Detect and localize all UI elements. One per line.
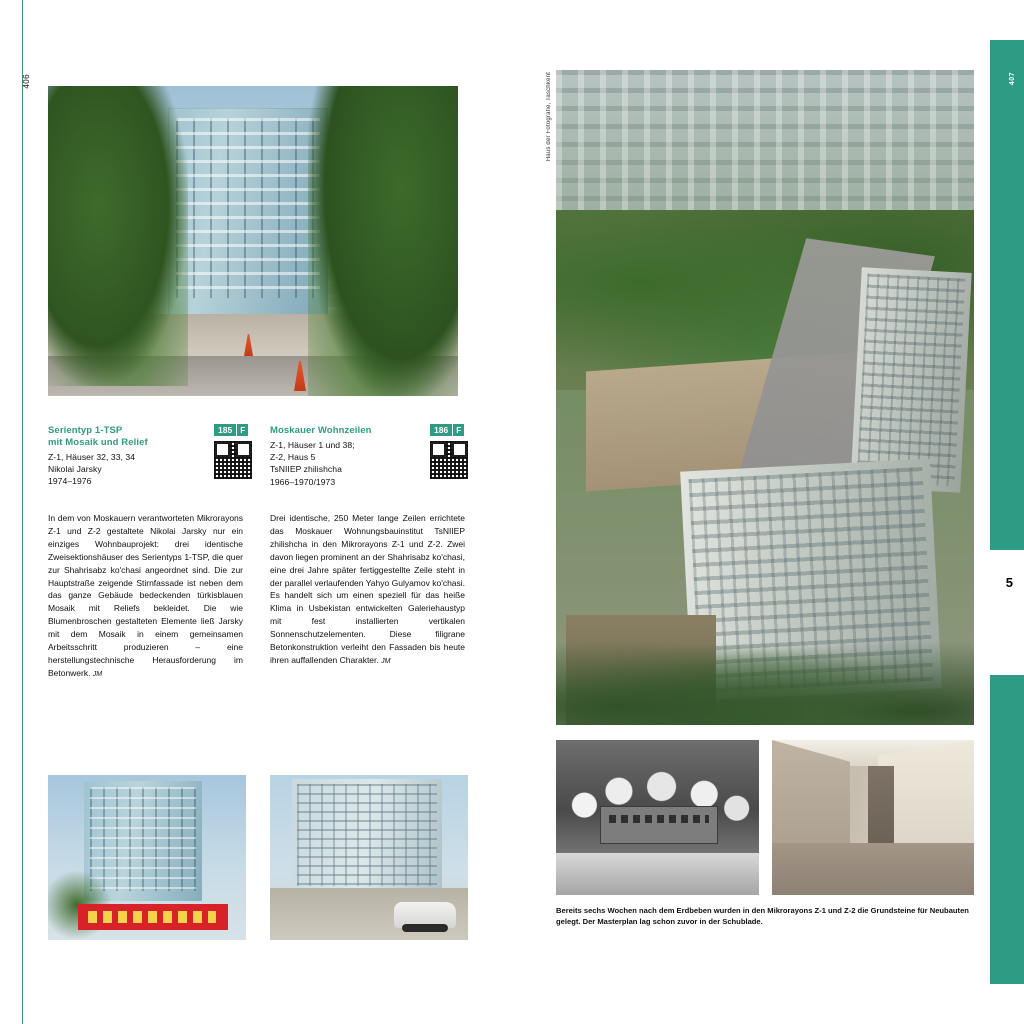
entry-185-qr-code[interactable] bbox=[214, 441, 252, 479]
entry-186-title-line1: Moskauer Wohnzeilen bbox=[270, 425, 372, 436]
entry-186-body-text bbox=[270, 512, 465, 668]
photo-red-shop-sign bbox=[78, 904, 228, 930]
entry-185-body-text bbox=[48, 512, 243, 681]
photo-foreground-trees bbox=[556, 635, 974, 725]
entry-185-badge-letter: F bbox=[236, 424, 248, 436]
photo-parked-car bbox=[394, 902, 456, 928]
entry-185-meta bbox=[48, 451, 208, 488]
photo-tree-left bbox=[48, 86, 188, 386]
entry-186-meta-line4: 1966–1970/1973 bbox=[270, 476, 336, 487]
entry-185-badge-number: 185 bbox=[214, 424, 236, 436]
entry-185-author-initials: JM bbox=[92, 670, 103, 678]
entry-186-meta-line3: TsNIIEP zhilishcha bbox=[270, 464, 342, 475]
photo-gallery-corridor bbox=[772, 740, 974, 895]
tab-page-number-top: 407 bbox=[1009, 72, 1016, 86]
page-spine-rule bbox=[22, 0, 23, 1024]
photo-historic-construction-crowd bbox=[556, 740, 759, 895]
photo-foreground-table bbox=[556, 853, 759, 895]
photo-tree-right bbox=[308, 86, 458, 396]
entry-185-meta-line2: Nikolai Jarsky bbox=[48, 464, 102, 475]
photo-credit-vertical: Haus der Fotografie, Taschkent bbox=[546, 72, 552, 162]
photo-building-side-with-car bbox=[270, 775, 468, 940]
photo-banner bbox=[600, 806, 718, 844]
entry-186-author-initials: JM bbox=[381, 657, 391, 665]
entry-186-badge bbox=[430, 424, 464, 436]
entry-186-meta bbox=[270, 439, 430, 488]
entry-185-badge bbox=[214, 424, 248, 436]
photo-door bbox=[868, 766, 894, 850]
section-tab-column[interactable] bbox=[990, 40, 1024, 984]
entry-186-badge-number: 186 bbox=[430, 424, 452, 436]
entry-186-badge-letter: F bbox=[452, 424, 464, 436]
entry-185-body-copy: In dem von Moskauern verantworteten Mikrorayons Z-1 und Z-2 gestaltete Nikolai Jarsky nur ein einziges Wohnbauprojekt: drei identische Zweisektionshäuser des Serientyps 1-TSP, die quer zur Shahrisabz ko'chasi angeordnet sind. Die zur Hauptstraße zeigende Stirnfassade ist neben dem das ganze Gebäude bedeckenden türkisblauen Mosaik mit Reliefs bekleidet. Die wie Blumenbroschen gestalteten Elemente ließ Jarsky mit dem Mosaik in einem gemeinsamen Arbeitsschritt produzieren – eine herstellungstechnische Herausforderung im Betonwerk. bbox=[48, 513, 243, 678]
photo-floor bbox=[772, 843, 974, 895]
entry-186-meta-line2: Z-2, Haus 5 bbox=[270, 452, 316, 463]
entry-186-qr-code[interactable] bbox=[430, 441, 468, 479]
tab-section-number: 5 bbox=[1005, 575, 1013, 590]
photo-building-facade-mosaic bbox=[48, 775, 246, 940]
photo-serientyp-1tsp-building bbox=[48, 86, 458, 396]
entry-185-title bbox=[48, 425, 198, 449]
entry-185-title-line1: Serientyp 1-TSP bbox=[48, 425, 123, 436]
photo-aerial-mikrorayon bbox=[556, 70, 974, 725]
entry-186-meta-line1: Z-1, Häuser 1 und 38; bbox=[270, 440, 355, 450]
entry-185-title-line2: mit Mosaik und Relief bbox=[48, 436, 148, 448]
figure-caption: Bereits sechs Wochen nach dem Erdbeben wurden in den Mikrorayons Z-1 und Z-2 die Grundsteine für Neubauten gelegt. Der Masterplan lag schon zuvor in der Schublade. bbox=[556, 906, 969, 926]
photo-building-mass bbox=[292, 779, 442, 891]
entry-185-meta-line1: Z-1, Häuser 32, 33, 34 bbox=[48, 452, 136, 462]
entry-186-title bbox=[270, 425, 420, 437]
photo-city-skyline bbox=[556, 70, 974, 220]
folio-left: 406 bbox=[22, 74, 31, 89]
tab-gap bbox=[990, 550, 1024, 675]
entry-185-meta-line3: 1974–1976 bbox=[48, 476, 92, 487]
entry-186-body-copy: Drei identische, 250 Meter lange Zeilen errichtete das Moskauer Wohnungsbauinstitut TsNIIEP zhilishcha in den Mikrorayons Z-1 und Z-2. Zwei davon liegen prominent an der Shahrisabz ko'chasi, eine drei Jahre später fertiggestellte Zeile steht in der parallel verlaufenden Yahyo Gulyamov ko'chasi. Es handelt sich um einen speziell für das heiße Klima in Usbekistan entwickelten Galeriehaustyp mit fest installierten vertikalen Sonnenschutzelementen. Diese filigrane Betonkonstruktion verleiht den Fassaden bis heute ihren auffallenden Charakter. bbox=[270, 513, 465, 665]
